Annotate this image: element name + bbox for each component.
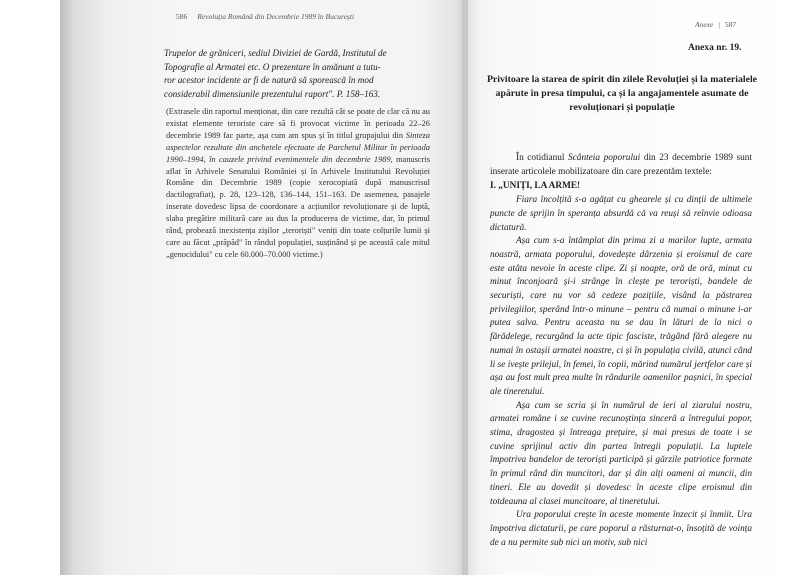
newspaper-name: Scânteia poporului xyxy=(568,153,641,163)
quote-line: Trupelor de grăniceri, sediul Diviziei de Gardă, Institutul de xyxy=(164,48,387,58)
left-quote-block xyxy=(164,47,428,101)
right-page-number: 587 xyxy=(724,20,737,29)
annex-number: Anexa nr. 19. xyxy=(688,43,742,53)
quote-line: ror acestor incidente ar fi de natură să sporească în mod xyxy=(164,75,374,86)
left-page-number: 586 xyxy=(176,12,188,21)
left-running-head xyxy=(176,12,354,21)
note-text: (Extrasele din raportul menționat, din care rezultă cât se poate de clar că nu au existat elemente teroriste care să fi provocat victime în perioada 22–26 decembrie 1989 fac parte, așa cum am spus și în titlul grupajului din xyxy=(166,107,430,140)
intro-text: din 23 decembrie 1989 sunt inserate articolele mobilizatoare din care prezentăm textele: xyxy=(490,153,753,177)
quoted-paragraph: Ura poporului crește în aceste momente înzecit și înmiit. Ura împotriva dictaturii, pe care poporul a răsturnat-o, însoțită de voința de a nu permite sub nici un motiv, sub nici xyxy=(490,510,752,548)
right-running-title: Anexe xyxy=(695,20,714,29)
left-running-title: Revoluția Română din Decembrie 1989 în București xyxy=(197,12,355,21)
running-head-separator: | xyxy=(718,20,720,29)
annex-title: Privitoare la starea de spirit din zilele Revoluției și la materialele apărute în presa timpului, ca și la angajamentele asumate de revoluționari și populație xyxy=(486,74,758,113)
right-body-text xyxy=(490,152,752,550)
left-page-edge xyxy=(60,0,105,575)
right-running-head xyxy=(695,20,736,29)
quoted-paragraph: Așa cum se scria și în numărul de ieri al ziarului nostru, armatei române i se cuvine recunoștința sinceră a întregului popor, stima, dragostea și întreaga prețuire, și mai presus de toate i se cuvine sprijinul activ din partea întregii populații. La luptele împotriva bandelor de teroriști participă și gărzile patriotice formate în primul rând din muncitori, dar și din alți oameni ai muncii, din tineri. Ele au dovedit și dovedesc în aceste clipe eroismul din totdeauna al clasei muncitoare, al tineretului. xyxy=(490,400,752,507)
quoted-paragraph: Așa cum s-a întâmplat din prima zi a marilor lupte, armata noastră, armata poporului, dovedește dârzenia și eroismul de care este atâta nevoie în aceste clipe. Zi și noapte, oră de oră, minut cu minut înconjoară și-i strânge în clește pe teroriști, bandele de securiști, care nu vor să cedeze pozițiile, visând la păstrarea privilegiilor, sperând într-o minune – pentru că numai o minune i-ar putea salva. Pentru aceasta nu se dau în lături de la nici o fărădelege, recurgând la acte tipic fasciste, trăgând fără alegere nu numai în ostașii armatei noastre, ci și în populația civilă, atunci când li se ivește prilejul, în femei, în copii, mărind numărul jertfelor care și așa au fost mult prea multe în rândurile oamenilor pașnici, în special ale tineretului. xyxy=(490,236,752,397)
quote-line: considerabil dimensiunile prezentului raport". P. 158–163. xyxy=(164,88,381,99)
intro-text: În cotidianul xyxy=(516,153,569,163)
book-gutter xyxy=(462,0,468,575)
intro-paragraph xyxy=(490,152,752,179)
quoted-paragraph: Fiara încolțită s-a agățat cu ghearele și cu dinții de ultimele puncte de sprijin în speranța absurdă că va reuși să reînvie odioasa dictatură. xyxy=(490,195,752,233)
left-editorial-note xyxy=(166,106,430,261)
note-italic-title: Sinteza aspectelor rezultate din anchetele efectuate de Parchetul Militar în perioada 1990–1994, în cauzele privind evenimentele din decembrie 1989 xyxy=(166,130,430,164)
note-text: , manuscris aflat în Arhivele Senatului României și în Arhivele Institutului Revoluției Române din Decembrie 1989 (copie xerocopiată după manuscrisul dactilografiat), p. 28, 123–128, 136–144, 151–163. De asemenea, pasajele inserate dovedesc lipsa de coordonare a acțiunilor revoluționare și de luptă, slaba pregătire militară care au dus la producerea de victime, dar, în primul rând, probează inexistența zișilor „teroriști" veniți din toate colțurile lumii și care au făcut „prăpăd" în rândul populației, susținând și pe această cale mitul „genocidului" cu cele 60.000–70.000 victime.) xyxy=(166,154,430,259)
quote-line: Topografie al Armatei etc. O prezentare în amănunt a tutu- xyxy=(164,61,381,72)
section-heading: I. „UNIȚI, LA ARME! xyxy=(490,181,581,192)
